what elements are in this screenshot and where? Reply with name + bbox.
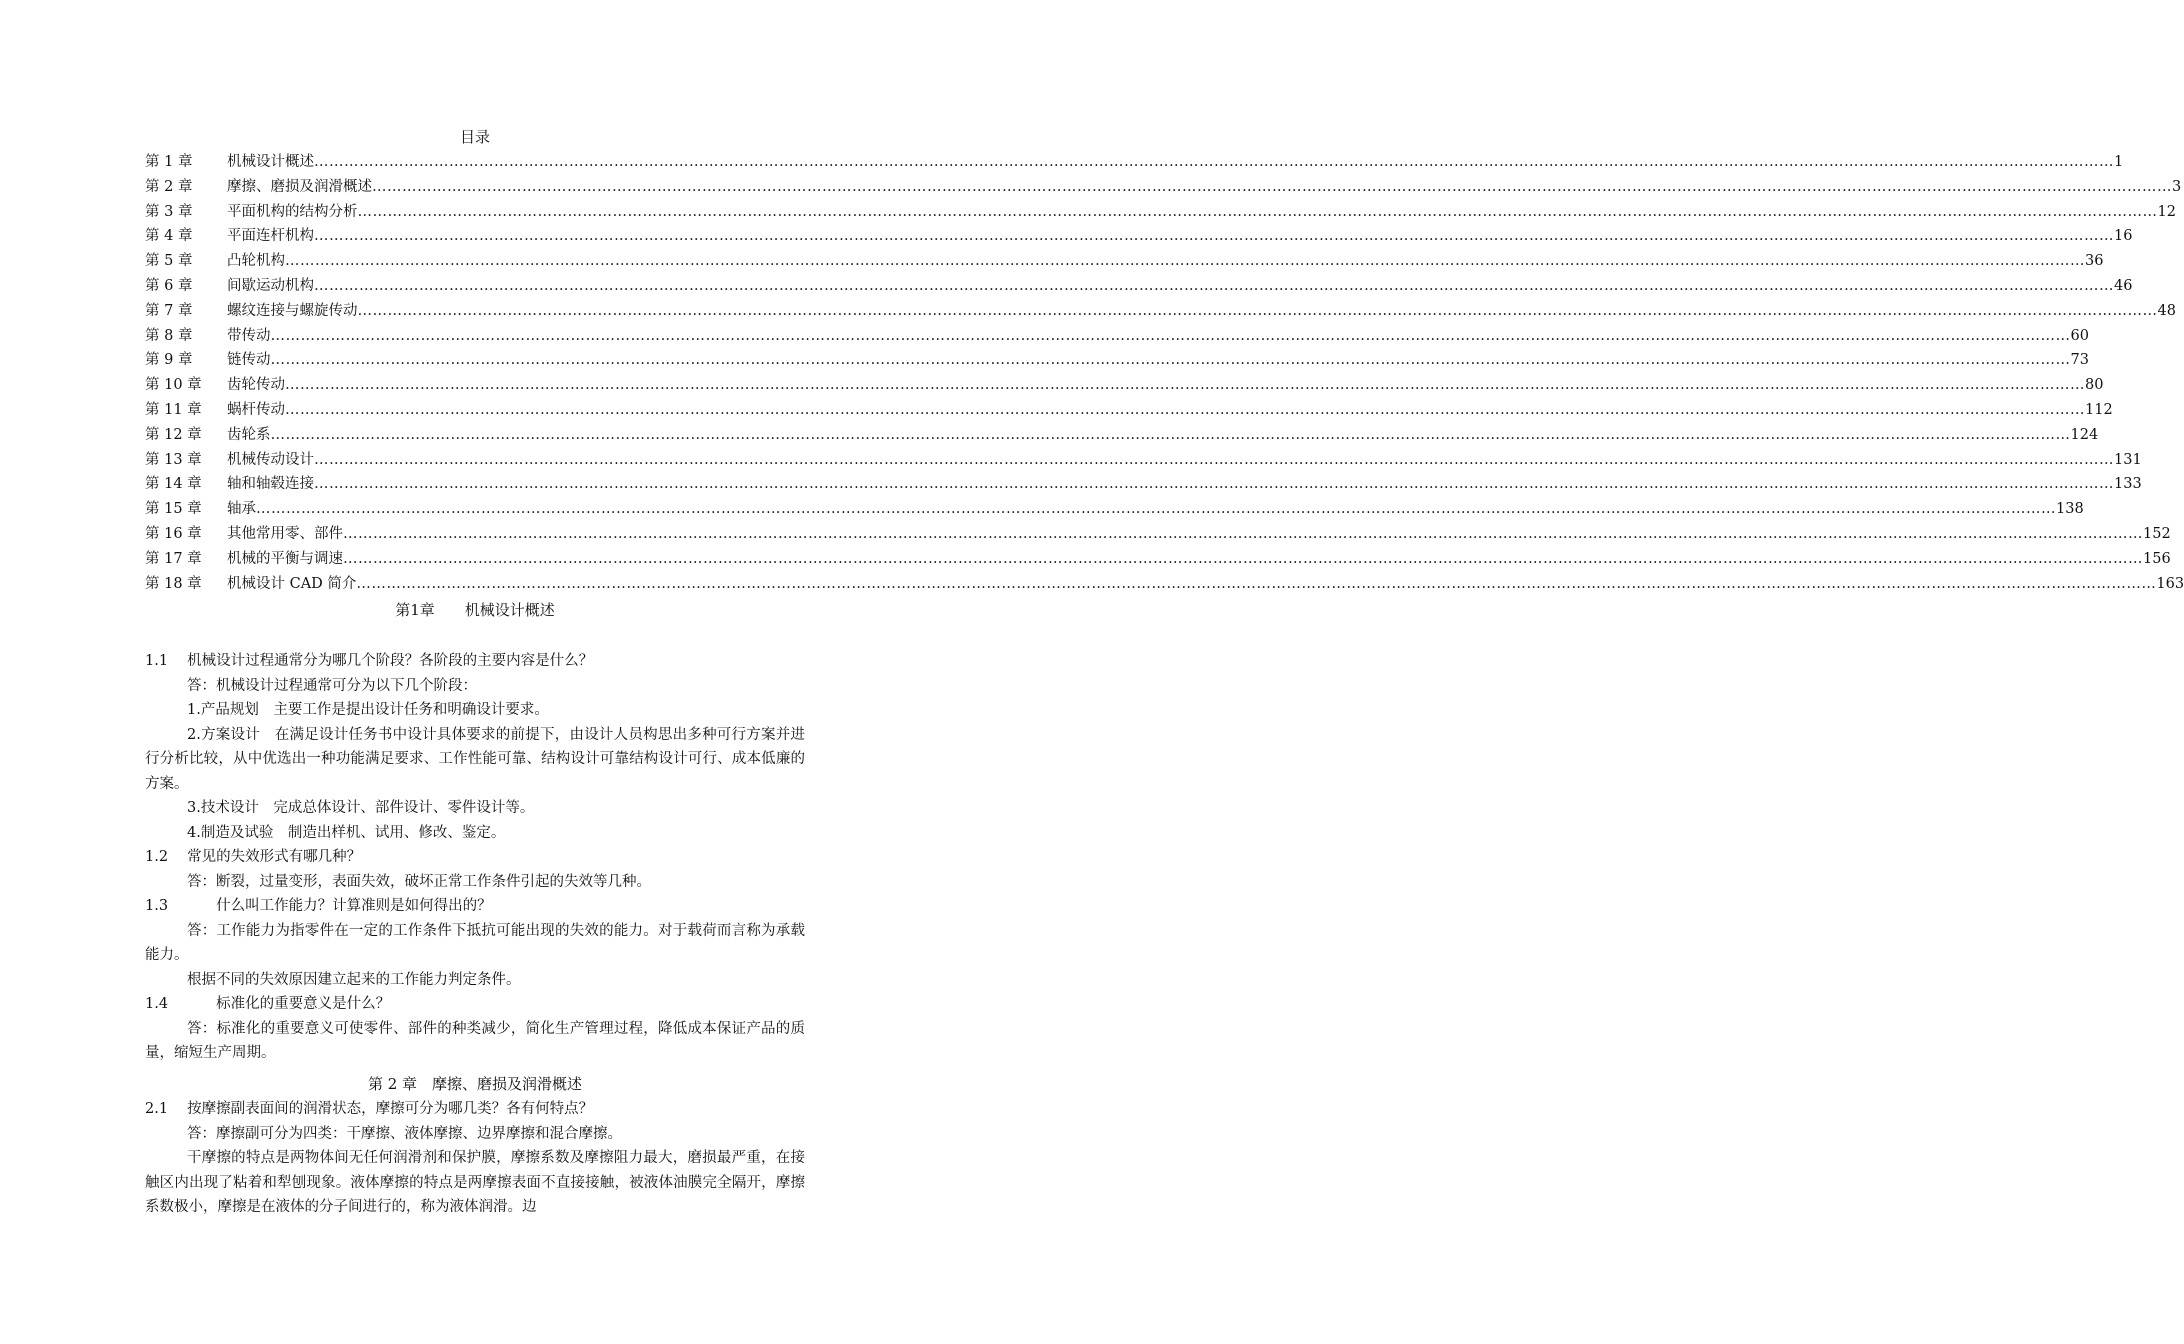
toc-entry[interactable] [145, 150, 2124, 175]
toc-chapter-number: 第 1 章 [145, 154, 193, 170]
toc-leader-dots: ……………………………………………………………………………………………………………………………………………………………………………………………………………………………………………………………………………………………………………………………… [343, 525, 2143, 542]
question-1-3: 1.3 什么叫工作能力？计算准则是如何得出的？ [145, 898, 492, 914]
toc-leader-dots: ……………………………………………………………………………………………………………………………………………………………………………………………………………………………………………………………………………………………………………………………… [314, 476, 2114, 493]
chapter-1-heading: 第1章 机械设计概述 [395, 601, 555, 619]
answer-1-1-item-1: 1.产品规划 主要工作是提出设计任务和明确设计要求。 [187, 702, 549, 718]
toc-page-number: 1 [2114, 154, 2124, 170]
toc-page-number: 138 [2056, 501, 2084, 518]
toc-chapter-title: 摩擦、磨损及润滑概述 [227, 178, 372, 195]
answer-1-1-item-2: 2.方案设计 在满足设计任务书中设计具体要求的前提下，由设计人员构思出多种可行方案并进行分析比较，从中优选出一种功能满足要求、工作性能可靠、结构设计可靠结构设计可行、成本低廉的方案。 [145, 726, 805, 792]
toc-entry[interactable] [145, 348, 2089, 373]
toc-chapter-number: 第 18 章 [145, 575, 202, 592]
toc-leader-dots: ……………………………………………………………………………………………………………………………………………………………………………………………………………………………………………………………………………………………………………………………… [256, 501, 2056, 518]
toc-page-number: 80 [2085, 377, 2104, 394]
toc-chapter-title: 链传动 [227, 352, 271, 369]
toc-chapter-number: 第 6 章 [145, 277, 193, 294]
toc-page-number: 152 [2143, 525, 2171, 542]
toc-chapter-number: 第 9 章 [145, 352, 193, 369]
toc-leader-dots: ……………………………………………………………………………………………………………………………………………………………………………………………………………………………………………………………………………………………………………………………… [356, 575, 2157, 592]
answer-1-1: 答：机械设计过程通常可分为以下几个阶段： [187, 677, 477, 694]
toc-chapter-number: 第 5 章 [145, 253, 193, 270]
question-1-4: 1.4 标准化的重要意义是什么？ [145, 996, 391, 1012]
toc-entry[interactable] [145, 200, 2176, 225]
toc-entry[interactable] [145, 373, 2104, 398]
answer-1-3: 答：工作能力为指零件在一定的工作条件下抵抗可能出现的失效的能力。对于载荷而言称为承载能力。 [145, 922, 805, 963]
toc-chapter-title: 平面连杆机构 [227, 228, 314, 245]
toc-page-number: 36 [2085, 253, 2104, 270]
table-of-contents [145, 150, 2184, 596]
toc-chapter-number: 第 17 章 [145, 550, 202, 567]
answer-1-1-item-4: 4.制造及试验 制造出样机、试用、修改、鉴定。 [187, 824, 506, 841]
toc-entry[interactable] [145, 398, 2113, 423]
toc-chapter-title: 平面机构的结构分析 [227, 203, 358, 220]
toc-chapter-number: 第 11 章 [145, 401, 202, 418]
answer-1-1-item-3: 3.技术设计 完成总体设计、部件设计、零件设计等。 [187, 800, 535, 816]
question-1-1: 1.1 机械设计过程通常分为哪几个阶段？各阶段的主要内容是什么？ [145, 653, 594, 669]
answer-1-2: 答：断裂，过量变形，表面失效，破坏正常工作条件引起的失效等几种。 [187, 873, 651, 890]
answer-1-4: 答：标准化的重要意义可使零件、部件的种类减少，简化生产管理过程，降低成本保证产品的质量，缩短生产周期。 [145, 1020, 805, 1061]
toc-leader-dots: ……………………………………………………………………………………………………………………………………………………………………………………………………………………………………………………………………………………………………………………………… [270, 327, 2071, 344]
toc-chapter-title: 齿轮传动 [227, 377, 285, 394]
toc-chapter-title: 间歇运动机构 [227, 277, 314, 294]
toc-page-number: 112 [2085, 401, 2113, 418]
toc-leader-dots: ……………………………………………………………………………………………………………………………………………………………………………………………………………………………………………………………………………………………………………………………… [314, 154, 2114, 170]
toc-entry[interactable] [145, 472, 2142, 497]
toc-chapter-title: 齿轮系 [227, 426, 271, 443]
toc-chapter-number: 第 4 章 [145, 228, 193, 245]
toc-leader-dots: ……………………………………………………………………………………………………………………………………………………………………………………………………………………………………………………………………………………………………………………………… [270, 352, 2071, 369]
toc-entry[interactable] [145, 497, 2084, 522]
toc-chapter-number: 第 7 章 [145, 302, 193, 319]
toc-page-number: 16 [2114, 228, 2133, 245]
toc-chapter-title: 机械设计 CAD 简介 [227, 575, 357, 592]
toc-chapter-number: 第 16 章 [145, 525, 202, 542]
toc-entry[interactable] [145, 224, 2133, 249]
toc-entry[interactable] [145, 547, 2171, 572]
toc-page-number: 73 [2070, 352, 2089, 369]
toc-page-number: 124 [2070, 426, 2099, 443]
toc-page-number: 163 [2156, 575, 2184, 592]
toc-page-number: 133 [2114, 476, 2142, 493]
toc-entry[interactable] [145, 175, 2182, 200]
toc-leader-dots: ……………………………………………………………………………………………………………………………………………………………………………………………………………………………………………………………………………………………………………………………… [285, 401, 2085, 418]
toc-leader-dots: ……………………………………………………………………………………………………………………………………………………………………………………………………………………………………………………………………………………………………………………………… [343, 550, 2143, 567]
toc-leader-dots: ……………………………………………………………………………………………………………………………………………………………………………………………………………………………………………………………………………………………………………………………… [314, 228, 2114, 245]
toc-page-number: 12 [2157, 203, 2176, 220]
toc-chapter-title: 轴承 [227, 501, 256, 518]
toc-page-number: 3 [2172, 178, 2182, 195]
answer-2-1-continued: 干摩擦的特点是两物体间无任何润滑剂和保护膜，摩擦系数及摩擦阻力最大，磨损最严重，在接触区内出现了粘着和犁刨现象。液体摩擦的特点是两摩擦表面不直接接触，被液体油膜完全隔开，摩擦系数极小，摩擦是在液体的分子间进行的，称为液体润滑。边 [145, 1150, 805, 1215]
toc-leader-dots: ……………………………………………………………………………………………………………………………………………………………………………………………………………………………………………………………………………………………………………………………… [270, 426, 2071, 443]
toc-entry[interactable] [145, 522, 2171, 547]
toc-chapter-title: 螺纹连接与螺旋传动 [227, 302, 358, 319]
toc-entry[interactable] [145, 299, 2176, 324]
toc-chapter-title: 轴和轴毂连接 [227, 476, 314, 493]
toc-chapter-title: 凸轮机构 [227, 253, 285, 270]
toc-chapter-number: 第 10 章 [145, 377, 202, 394]
toc-entry[interactable] [145, 324, 2089, 349]
chapter-2-body [145, 1097, 805, 1220]
toc-chapter-title: 机械传动设计 [227, 451, 314, 468]
toc-page-number: 156 [2143, 550, 2171, 567]
toc-entry[interactable] [145, 274, 2133, 299]
toc-entry[interactable] [145, 572, 2184, 597]
toc-leader-dots: ……………………………………………………………………………………………………………………………………………………………………………………………………………………………………………………………………………………………………………………………… [357, 302, 2158, 319]
toc-page-number: 48 [2157, 302, 2176, 319]
toc-page-number: 46 [2114, 277, 2133, 294]
toc-chapter-number: 第 2 章 [145, 178, 193, 195]
toc-chapter-number: 第 14 章 [145, 476, 202, 493]
toc-leader-dots: ……………………………………………………………………………………………………………………………………………………………………………………………………………………………………………………………………………………………………………………………… [357, 203, 2158, 220]
toc-leader-dots: ……………………………………………………………………………………………………………………………………………………………………………………………………………………………………………………………………………………………………………………………… [314, 451, 2114, 468]
toc-chapter-number: 第 13 章 [145, 451, 202, 468]
toc-chapter-number: 第 3 章 [145, 203, 193, 220]
toc-leader-dots: ……………………………………………………………………………………………………………………………………………………………………………………………………………………………………………………………………………………………………………………………… [285, 253, 2085, 270]
answer-1-3-continued: 根据不同的失效原因建立起来的工作能力判定条件。 [187, 971, 521, 988]
toc-chapter-title: 机械设计概述 [227, 154, 314, 170]
toc-page-number: 131 [2114, 451, 2142, 468]
chapter-1-body [145, 649, 805, 1066]
toc-page-number: 60 [2070, 327, 2089, 344]
toc-chapter-number: 第 12 章 [145, 426, 202, 443]
chapter-2-heading: 第 2 章 摩擦、磨损及润滑概述 [367, 1075, 583, 1093]
toc-chapter-title: 其他常用零、部件 [227, 525, 343, 542]
answer-2-1: 答：摩擦副可分为四类：干摩擦、液体摩擦、边界摩擦和混合摩擦。 [187, 1125, 622, 1142]
toc-title: 目录 [459, 128, 490, 146]
question-2-1: 2.1 按摩擦副表面间的润滑状态，摩擦可分为哪几类？各有何特点？ [145, 1101, 594, 1117]
toc-chapter-number: 第 15 章 [145, 501, 202, 518]
toc-chapter-number: 第 8 章 [145, 327, 193, 344]
toc-leader-dots: ……………………………………………………………………………………………………………………………………………………………………………………………………………………………………………………………………………………………………………………………… [314, 277, 2114, 294]
toc-entry[interactable] [145, 249, 2104, 274]
toc-chapter-title: 蜗杆传动 [227, 401, 285, 418]
toc-entry[interactable] [145, 423, 2099, 448]
toc-chapter-title: 带传动 [227, 327, 271, 344]
toc-leader-dots: ……………………………………………………………………………………………………………………………………………………………………………………………………………………………………………………………………………………………………………………………… [285, 377, 2085, 394]
toc-chapter-title: 机械的平衡与调速 [227, 550, 343, 567]
question-1-2: 1.2 常见的失效形式有哪几种？ [145, 849, 362, 865]
toc-entry[interactable] [145, 448, 2142, 473]
toc-leader-dots: ……………………………………………………………………………………………………………………………………………………………………………………………………………………………………………………………………………………………………………………………… [372, 178, 2172, 195]
